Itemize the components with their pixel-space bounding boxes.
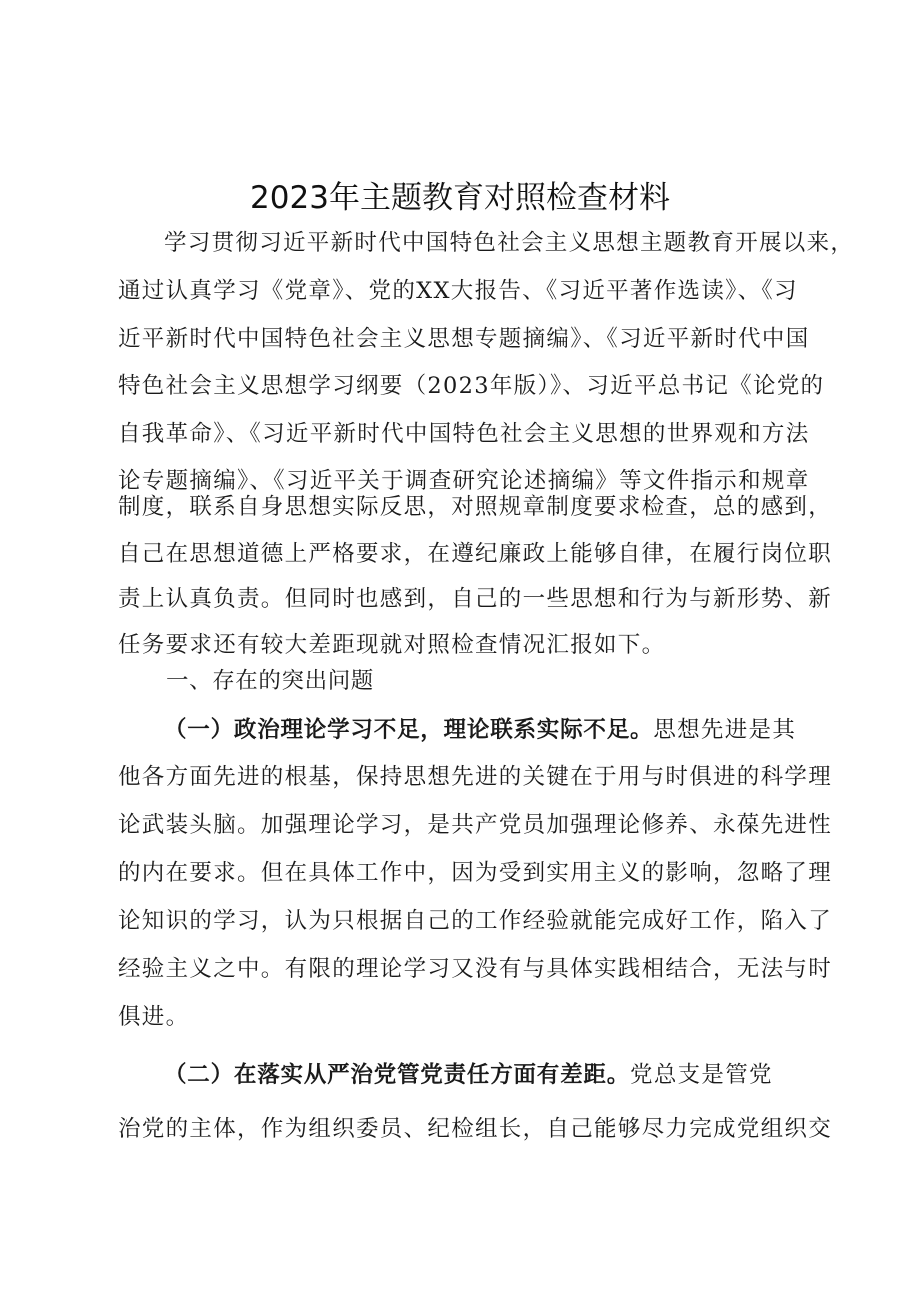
item2-heading: （二）在落实从严治党管党责任方面有差距。 [164,1062,631,1088]
intro-line-4: 特色社会主义思想学习纲要（2023年版）》、习近平总书记《论党的 [118,373,825,399]
item1-line-6: 经验主义之中。有限的理论学习又没有与具体实践相结合，无法与时 [118,956,833,982]
item1-line-5: 论知识的学习，认为只根据自己的工作经验就能完成好工作，陷入了 [118,908,833,934]
item2-line-2: 治党的主体，作为组织委员、纪检组长，自己能够尽力完成党组织交 [118,1116,833,1142]
item1-line-4: 的内在要求。但在具体工作中，因为受到实用主义的影响，忽略了理 [118,860,833,886]
document-title: 2023年主题教育对照检查材料 [250,180,670,216]
intro-line-10: 任务要求还有较大差距现就对照检查情况汇报如下。 [118,632,666,658]
section1-heading: 一、存在的突出问题 [166,668,374,694]
intro-line-2: 通过认真学习《党章》、党的XX大报告、《习近平著作选读》、《习 [118,278,798,304]
intro-line-7: 制度，联系自身思想实际反思，对照规章制度要求检查，总的感到， [118,494,833,520]
item1-line-2: 他各方面先进的根基，保持思想先进的关键在于用与时俱进的科学理 [118,764,833,790]
item1-line-7: 俱进。 [118,1004,190,1030]
item2-first-line-rest: 党总支是管党 [630,1062,773,1088]
item1-line-3: 论武装头脑。加强理论学习，是共产党员加强理论修养、永葆先进性 [118,812,833,838]
item1-first-line-rest: 思想先进是其 [653,717,797,743]
item1-first-line [164,715,864,745]
intro-line-6: 论专题摘编》、《习近平关于调查研究论述摘编》等文件指示和规章 [118,468,810,494]
intro-line-1: 学习贯彻习近平新时代中国特色社会主义思想主题教育开展以来， [164,230,855,256]
intro-line-3: 近平新时代中国特色社会主义思想专题摘编》、《习近平新时代中国 [118,326,810,352]
intro-line-8: 自己在思想道德上严格要求，在遵纪廉政上能够自律，在履行岗位职 [118,541,833,567]
intro-line-9: 责上认真负责。但同时也感到，自己的一些思想和行为与新形势、新 [118,586,833,612]
item1-heading: （一）政治理论学习不足，理论联系实际不足。 [164,717,654,743]
item2-first-line [164,1060,864,1090]
intro-line-5: 自我革命》、《习近平新时代中国特色社会主义思想的世界观和方法 [118,421,810,447]
